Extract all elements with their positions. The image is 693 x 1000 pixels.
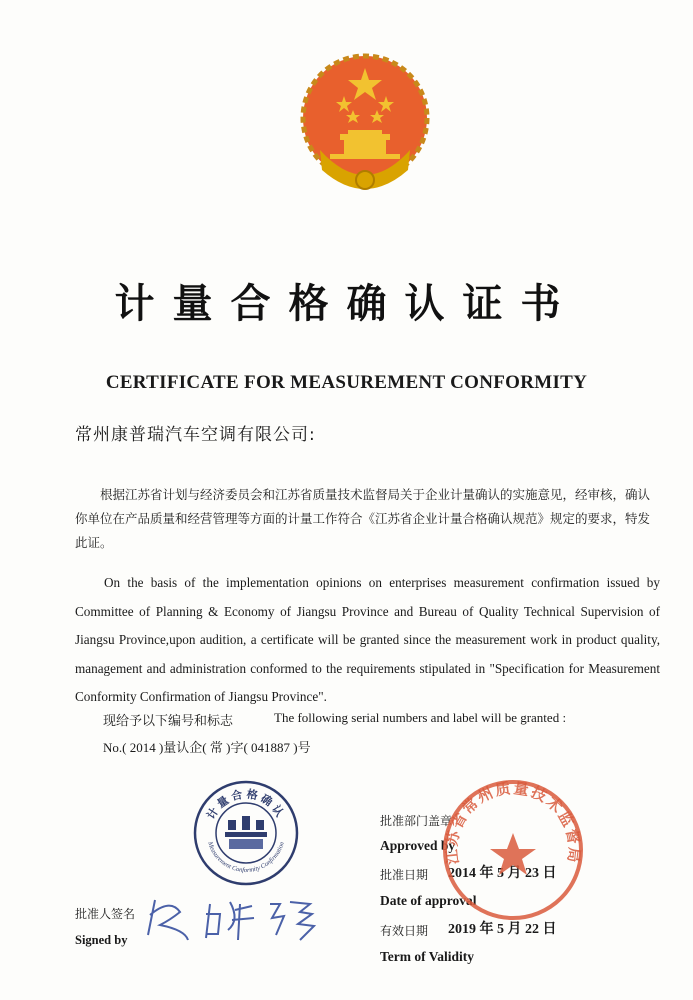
certificate-title-cn: 计量合格确认证书 (114, 281, 579, 327)
serial-intro-cn: 现给予以下编号和标志 (103, 714, 234, 729)
validity-label-cn: 有效日期 (380, 924, 429, 938)
approval-date-label-en: Date of approval (380, 893, 477, 908)
approval-date-value: 2014 年 5 月 23 日 (448, 866, 557, 881)
approved-by-label-en: Approved by (380, 838, 456, 853)
certificate-title-en: CERTIFICATE FOR MEASUREMENT CONFORMITY (105, 372, 588, 393)
recipient-company: 常州康普瑞汽车空调有限公司: (75, 425, 316, 445)
national-emblem (290, 50, 440, 200)
body-paragraph-cn: 根据江苏省计划与经济委员会和江苏省质量技术监督局关于企业计量确认的实施意见，经审核，确认你单位在产品质量和经营管理等方面的计量工作符合《江苏省企业计量合格确认规范》规定的要求，特发此证。 (75, 487, 651, 550)
signatory-label-en: Signed by (75, 933, 128, 947)
validity-label-en: Term of Validity (380, 949, 475, 964)
signatory-label-cn: 批准人签名 (75, 907, 136, 921)
handwritten-signature (140, 890, 330, 950)
approval-date-label-cn: 批准日期 (380, 868, 429, 882)
serial-intro-en: The following serial numbers and label will be granted : (274, 710, 567, 725)
official-red-seal (438, 775, 588, 925)
svg-text:Measurement Conformity Confirm: Measurement Conformity Confirmation (206, 840, 286, 875)
approval-dept-label-cn: 批准部门盖章 (380, 814, 453, 828)
conformity-seal (193, 780, 299, 886)
svg-text:计量合格确认: 计量合格确认 (204, 787, 288, 822)
signature-stroke-icon (140, 890, 330, 950)
svg-text:江苏省常州质量技术监督局: 江苏省常州质量技术监督局 (442, 778, 584, 866)
body-paragraph-en: On the basis of the implementation opinions on enterprises measurement confirmation issued by Committee of Planning & Economy of Jiangsu Province and Bureau of Quality Technical Supervision of Jiangsu Province,upon audition, a certificate will be granted since the measurement work in product quality, management and administration conformed to the requirements stipulated in "Specification for Measurement Conformity Confirmation of Jiangsu Province". (75, 575, 660, 704)
validity-date-value: 2019 年 5 月 22 日 (448, 922, 557, 937)
serial-number-line: No.( 2014 )量认企( 常 )字( 041887 )号 (103, 740, 311, 755)
